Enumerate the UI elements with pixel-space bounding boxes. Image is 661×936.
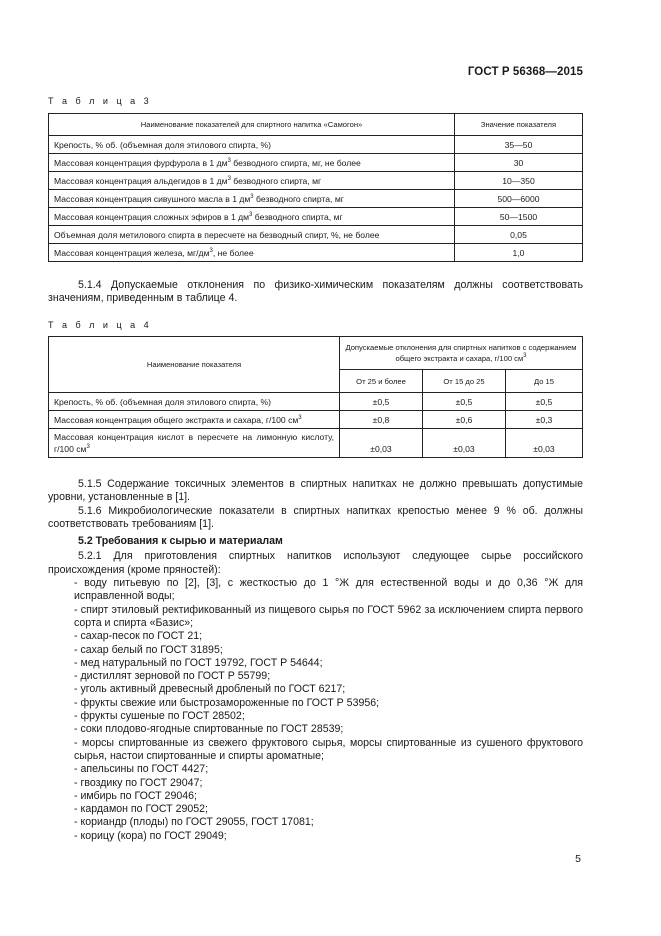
table-cell: ±0,03 xyxy=(340,429,423,458)
table-row xyxy=(49,411,583,429)
table-cell: Крепость, % об. (объемная доля этилового спирта, %) xyxy=(49,136,455,154)
table-cell: Объемная доля метилового спирта в пересчете на безводный спирт, %, не более xyxy=(49,226,455,244)
table-cell: 35—50 xyxy=(455,136,583,154)
table-row xyxy=(49,208,583,226)
table-row xyxy=(49,393,583,411)
table-cell: 1,0 xyxy=(455,244,583,262)
paragraph-5-2-1: 5.2.1 Для приготовления спиртных напитков используют следующее сырье российского происхождения (кроме пряностей): xyxy=(48,550,583,576)
list-item: - кориандр (плоды) по ГОСТ 29055, ГОСТ 17081; xyxy=(74,816,314,829)
table-cell: ±0,03 xyxy=(506,429,583,458)
list-item: - соки плодово-ягодные спиртованные по ГОСТ 28539; xyxy=(74,723,344,736)
list-item: - имбирь по ГОСТ 29046; xyxy=(74,789,197,802)
paragraph-5-1-4: 5.1.4 Допускаемые отклонения по физико-химическим показателям должны соответствовать значениям, приведенным в таблице 4. xyxy=(48,279,583,305)
table-4 xyxy=(48,336,583,458)
table-row xyxy=(49,136,583,154)
list-item: - гвоздику по ГОСТ 29047; xyxy=(74,776,203,789)
table-4-subheader: До 15 xyxy=(506,370,583,393)
table-cell: ±0,5 xyxy=(506,393,583,411)
standard-number: ГОСТ Р 56368—2015 xyxy=(467,66,583,78)
list-item: - фрукты сушеные по ГОСТ 28502; xyxy=(74,710,245,723)
table-cell: Крепость, % об. (объемная доля этилового спирта, %) xyxy=(49,393,340,411)
table-cell: ±0,5 xyxy=(423,393,506,411)
table-row xyxy=(49,226,583,244)
table-cell: ±0,8 xyxy=(340,411,423,429)
table-row xyxy=(49,429,583,458)
table-4-group-header: Допускаемые отклонения для спиртных напитков с содержанием общего экстракта и сахара, г/100 $см^3$ xyxy=(340,337,583,370)
list-item: - дистиллят зерновой по ГОСТ Р 55799; xyxy=(74,670,271,683)
table-4-caption: Т а б л и ц а 4 xyxy=(48,320,152,330)
table-cell: ±0,6 xyxy=(423,411,506,429)
paragraph-5-1-6: 5.1.6 Микробиологические показатели в спиртных напитках крепостью менее 9 % об. должны соответствовать требованиям [1]. xyxy=(48,504,583,530)
table-cell: 10—350 xyxy=(455,172,583,190)
table-cell: ±0,3 xyxy=(506,411,583,429)
table-cell: Массовая концентрация общего экстракта и сахара, г/100 $см^3$ xyxy=(49,411,340,429)
table-cell: 50—1500 xyxy=(455,208,583,226)
list-item: - фрукты свежие или быстрозамороженные по ГОСТ Р 53956; xyxy=(74,696,380,709)
table-cell: Массовая концентрация фурфурола в 1 $дм^3$ безводного спирта, мг, не более xyxy=(49,154,455,172)
list-item: - сахар-песок по ГОСТ 21; xyxy=(74,630,203,643)
table-4-header-name: Наименование показателя xyxy=(49,337,340,393)
table-3-header-name: Наименование показателей для спиртного напитка «Самогон» xyxy=(49,114,455,136)
page-number: 5 xyxy=(575,853,581,865)
table-cell: Массовая концентрация сложных эфиров в 1 $дм^3$ безводного спирта, мг xyxy=(49,208,455,226)
table-cell: Массовая концентрация сивушного масла в 1 $дм^3$ безводного спирта, мг xyxy=(49,190,455,208)
table-row xyxy=(49,244,583,262)
table-row xyxy=(49,172,583,190)
table-cell: ±0,5 xyxy=(340,393,423,411)
list-item: - корицу (кора) по ГОСТ 29049; xyxy=(74,829,227,842)
list-item: - кардамон по ГОСТ 29052; xyxy=(74,803,208,816)
list-item: - уголь активный древесный дробленый по ГОСТ 6217; xyxy=(74,683,346,696)
table-cell: Массовая концентрация кислот в пересчете на лимонную кислоту, г/100 $см^3$ xyxy=(49,429,340,458)
table-cell: Массовая концентрация железа, $мг/дм^3$, не более xyxy=(49,244,455,262)
list-item: - воду питьевую по [2], [3], с жесткостью до 1 °Ж для естественной воды и до 0,36 °Ж для исправленной воды; xyxy=(74,577,583,603)
table-row xyxy=(49,154,583,172)
raw-materials-list xyxy=(48,577,583,843)
table-cell: 30 xyxy=(455,154,583,172)
table-3 xyxy=(48,113,583,262)
list-item: - мед натуральный по ГОСТ 19792, ГОСТ Р 54644; xyxy=(74,656,323,669)
paragraph-5-1-4-block xyxy=(48,279,583,306)
table-row xyxy=(49,190,583,208)
paragraph-5-1-5: 5.1.5 Содержание токсичных элементов в спиртных напитках не должно превышать допустимые уровни, установленные в [1]. xyxy=(48,478,583,504)
table-3-caption: Т а б л и ц а 3 xyxy=(48,96,152,106)
list-item: - морсы спиртованные из свежего фруктового сырья, морсы спиртованные из сушеного фруктового сырья, настои спиртованные и спирты ароматные; xyxy=(74,736,583,762)
table-cell: 0,05 xyxy=(455,226,583,244)
table-3-header-value: Значение показателя xyxy=(455,114,583,136)
section-5-2-heading: 5.2 Требования к сырью и материалам xyxy=(78,535,283,548)
table-4-subheader: От 15 до 25 xyxy=(423,370,506,393)
list-item: - апельсины по ГОСТ 4427; xyxy=(74,763,209,776)
table-cell: Массовая концентрация альдегидов в 1 $дм^3$ безводного спирта, мг xyxy=(49,172,455,190)
table-cell: 500—6000 xyxy=(455,190,583,208)
table-cell: ±0,03 xyxy=(423,429,506,458)
list-item: - спирт этиловый ректификованный из пищевого сырья по ГОСТ 5962 за исключением спирта первого сорта и спирта «Базис»; xyxy=(74,603,583,629)
list-item: - сахар белый по ГОСТ 31895; xyxy=(74,643,223,656)
body-text xyxy=(48,478,583,843)
table-4-subheader: От 25 и более xyxy=(340,370,423,393)
